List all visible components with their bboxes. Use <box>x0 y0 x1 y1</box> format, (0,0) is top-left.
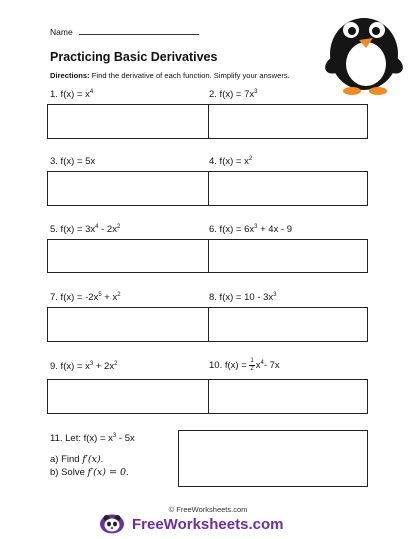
footer-brand[interactable] <box>100 514 283 534</box>
problem-11 <box>50 432 135 479</box>
brand-name: FreeWorksheets.com <box>132 515 284 533</box>
answer-box-row-5[interactable] <box>47 379 368 414</box>
answer-box-row-3[interactable] <box>47 239 368 273</box>
answer-box-row-4[interactable] <box>47 307 368 342</box>
panda-logo-icon <box>100 514 124 534</box>
problem-2-label: 2. $f(x) = 7x^3$ <box>209 88 258 100</box>
name-label: Name <box>50 27 73 37</box>
directions <box>50 71 290 80</box>
name-row <box>50 26 199 37</box>
worksheet-title: Practicing Basic Derivatives <box>50 50 218 64</box>
problem-8-label: 8. $f(x) = 10 - 3x^3$ <box>209 291 277 303</box>
directions-text: Find the derivative of each function. Simplify your answers. <box>91 71 290 80</box>
problem-6-label: 6. $f(x) = 6x^3 + 4x - 9$ <box>209 223 293 235</box>
problem-4-label: 4. $f(x) = x^2$ <box>209 155 253 167</box>
problem-3-label: 3. f(x) = 5x <box>50 156 96 167</box>
answer-box-row-1[interactable] <box>47 104 368 139</box>
problem-11-statement: 11. Let: $f(x) = x^3 - 5x$ <box>50 432 135 444</box>
problem-10-label: 10. f(x) = $\frac{1}{2}$ $x^4-$ 7x <box>209 358 280 372</box>
problem-11-part-b: b) Solve f′(x) = 0. <box>50 467 129 478</box>
copyright-url[interactable]: © FreeWorksheets.com <box>168 505 248 514</box>
name-blank-line <box>79 26 199 35</box>
directions-label: Directions: <box>50 71 90 80</box>
problem-7-label: 7. $f(x) = -2x^5 + x^2$ <box>50 291 121 303</box>
fraction-one-half: $\frac{1}{2}$ <box>250 358 254 372</box>
problem-11-part-a: a) Find f′(x). <box>50 454 104 465</box>
problem-5-label: 5. $f(x) = 3x^4 - 2x^2$ <box>50 223 121 235</box>
answer-box-row-2[interactable] <box>47 171 368 206</box>
problem-1-label: 1. $f(x) = x^4$ <box>50 88 94 100</box>
answer-box-problem-11[interactable] <box>178 430 368 487</box>
penguin-mascot-icon <box>316 2 412 98</box>
problem-9-label: 9. $f(x) = x^3 + 2x^2$ <box>50 360 118 372</box>
